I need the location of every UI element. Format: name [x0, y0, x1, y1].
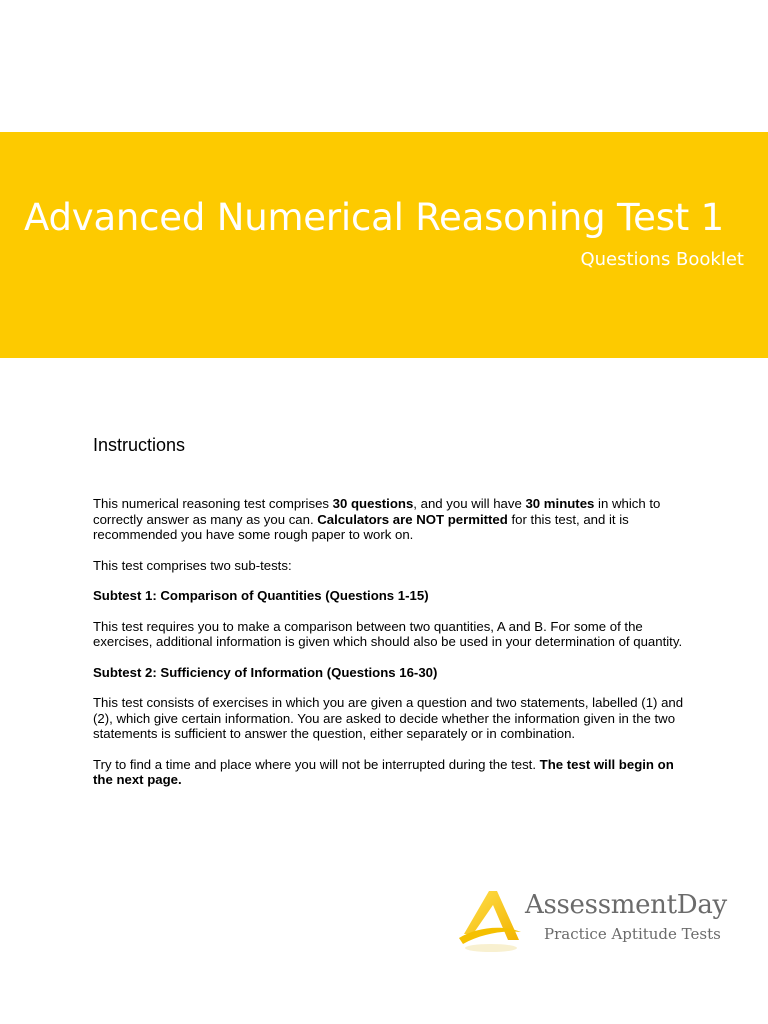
letter-a-logo-icon [455, 888, 525, 956]
instructions-section [93, 434, 693, 803]
intro-bold-questions: 30 questions [332, 496, 414, 511]
intro-text-2: , and you will have [413, 496, 526, 511]
intro-text-1: This numerical reasoning test comprises [93, 496, 333, 511]
document-title: Advanced Numerical Reasoning Test 1 [24, 196, 724, 239]
subtest2-description: This test consists of exercises in which you are given a question and two statements, labelled (1) and (2), which give certain information. You are asked to decide whether the information given in the two statements is sufficient to answer the question, either separately or in combination. [93, 695, 684, 741]
instructions-heading: Instructions [93, 435, 186, 455]
final-text: Try to find a time and place where you will not be interrupted during the test. [93, 756, 540, 772]
logo-name: AssessmentDay [525, 890, 727, 920]
intro-text-4: for this test, and it is recommended you have some rough paper to work on. [93, 511, 629, 542]
subtests-intro: This test comprises two sub-tests: [93, 557, 292, 573]
title-banner [0, 132, 768, 358]
intro-text-3: in which to correctly answer as many as you can. [93, 496, 661, 527]
document-subtitle: Questions Booklet [580, 249, 744, 270]
subtest1-description: This test requires you to make a comparison between two quantities, A and B. For some of the exercises, additional information is given which should also be used in your determination of quantity. [93, 618, 683, 649]
assessmentday-logo [455, 888, 745, 958]
intro-paragraph [93, 496, 693, 543]
intro-bold-minutes: 30 minutes [525, 496, 595, 511]
intro-bold-calculators: Calculators are NOT permitted [317, 511, 508, 527]
subtest1-heading: Subtest 1: Comparison of Quantities (Questions 1-15) [93, 588, 429, 603]
logo-tagline: Practice Aptitude Tests [544, 925, 721, 943]
subtest2-heading: Subtest 2: Sufficiency of Information (Questions 16-30) [93, 664, 438, 680]
final-bold-text: The test will begin on the next page. [93, 756, 674, 787]
final-paragraph [93, 757, 693, 788]
